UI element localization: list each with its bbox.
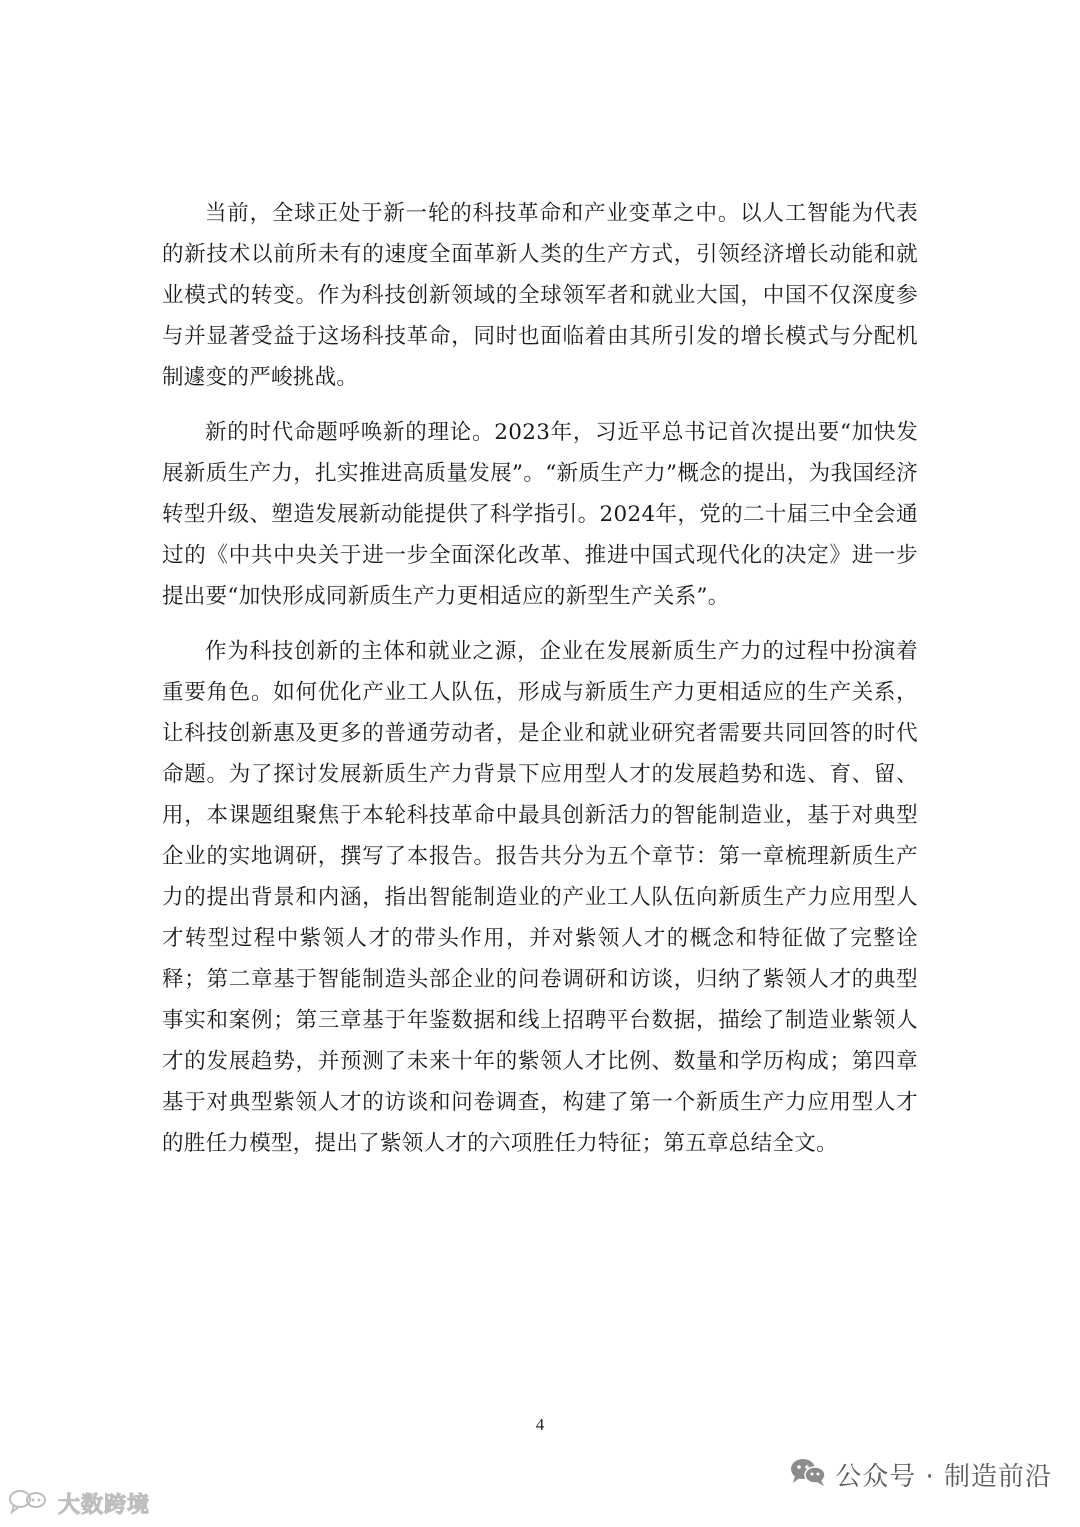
watermark-bottom-left <box>8 1488 150 1518</box>
paragraph-3: 作为科技创新的主体和就业之源，企业在发展新质生产力的过程中扮演着重要角色。如何优化产业工人队伍，形成与新质生产力更相适应的生产关系，让科技创新惠及更多的普通劳动者，是企业和就业研究者需要共同回答的时代命题。为了探讨发展新质生产力背景下应用型人才的发展趋势和选、育、留、用，本课题组聚焦于本轮科技革命中最具创新活力的智能制造业，基于对典型企业的实地调研，撰写了本报告。报告共分为五个章节：第一章梳理新质生产力的提出背景和内涵，指出智能制造业的产业工人队伍向新质生产力应用型人才转型过程中紫领人才的带头作用，并对紫领人才的概念和特征做了完整诠释；第二章基于智能制造头部企业的问卷调研和访谈，归纳了紫领人才的典型事实和案例；第三章基于年鉴数据和线上招聘平台数据，描绘了制造业紫领人才的发展趋势，并预测了未来十年的紫领人才比例、数量和学历构成；第四章基于对典型紫领人才的访谈和问卷调查，构建了第一个新质生产力应用型人才的胜任力模型，提出了紫领人才的六项胜任力特征；第五章总结全文。 <box>162 639 918 1156</box>
watermark-brand-text: 大数跨境 <box>58 1492 151 1518</box>
page-number: 4 <box>535 1415 545 1434</box>
watermark-bottom-right <box>789 1457 1052 1491</box>
body-text <box>162 193 918 1178</box>
wechat-logo-icon <box>789 1456 827 1492</box>
paragraph-2: 新的时代命题呼唤新的理论。2023年，习近平总书记首次提出要“加快发展新质生产力，扎实推进高质量发展”。“新质生产力”概念的提出，为我国经济转型升级、塑造发展新动能提供了科学指引。2024年，党的二十届三中全会通过的《中共中央关于进一步全面深化改革、推进中国式现代化的决定》进一步提出要“加快形成同新质生产力更相适应的新型生产关系”。 <box>162 420 918 609</box>
watermark-account-text: 公众号 · 制造前沿 <box>835 1461 1052 1492</box>
paragraph-1: 当前，全球正处于新一轮的科技革命和产业变革之中。以人工智能为代表的新技术以前所未有的速度全面革新人类的生产方式，引领经济增长动能和就业模式的转变。作为科技创新领域的全球领军者和就业大国，中国不仅深度参与并显著受益于这场科技革命，同时也面临着由其所引发的增长模式与分配机制遽变的严峻挑战。 <box>162 201 918 390</box>
speech-bubble-logo-icon <box>8 1487 52 1519</box>
